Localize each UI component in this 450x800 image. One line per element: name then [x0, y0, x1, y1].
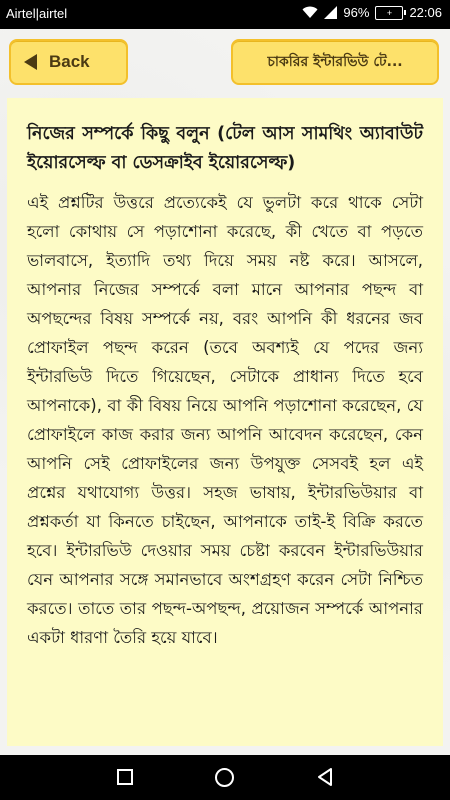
home-icon[interactable] [215, 768, 234, 787]
battery-percent: 96% [343, 5, 370, 20]
battery-icon [375, 6, 403, 20]
carrier-name: Airtel|airtel [6, 6, 68, 21]
status-indicators [302, 5, 442, 20]
question-heading: নিজের সম্পর্কে কিছু বলুন (টেল আস সামথিং অ্যাবাউট ইয়োরসেল্ফ বা ডেসক্রাইব ইয়োরসেল্ফ) [27, 124, 423, 173]
nav-back-icon[interactable] [315, 767, 335, 791]
wifi-icon [302, 6, 318, 19]
page-title: চাকরির ইন্টারভিউ টে... [267, 54, 403, 70]
battery-charging-mark: + [386, 7, 393, 18]
answer-text: এই প্রশ্নটির উত্তরে প্রত্যেকেই যে ভুলটা করে থাকে সেটা হলো কোথায় সে পড়াশোনা করেছে, কী খেতে বা পড়তে ভালবাসে, ইত্যাদি তথ্য দিয়ে সময় নষ্ট করে। আসলে, আপনার নিজের সম্পর্কে বলা মানে আপনার পছন্দ বা অপছন্দের বিষয় সম্পর্কে নয়, বরং আপনি কী ধরনের জব প্রোফাইল পছন্দ করেন (তবে অবশ্যই যে পদের জন্য ইন্টারভিউ দিতে গিয়েছেন, সেটাকে প্রাধান্য দিতে হবে আপনাকে), বা কী বিষয় নিয়ে আপনি পড়াশোনা করেছেন, যে প্রোফাইলে কাজ করার জন্য আপনি আবেদন করেছেন, কেন আপনি সেই প্রোফাইলের জন্য উপযুক্ত সেসবই হল এই প্রশ্নের যথাযোগ্য উত্তর। সহজ ভাষায়, ইন্টারভিউয়ার বা প্রশ্নকর্তা যা কিনতে চাইছেন, আপনাকে তাই-ই বিক্রি করতে হবে। ইন্টারভিউ দেওয়ার সময় চেষ্টা করবেন ইন্টারভিউয়ার যেন আপনার সঙ্গে সমানভাবে অংশগ্রহণ করেন সেটা নিশ্চিত করতে। তাতে তার পছন্দ-অপছন্দ, প্রয়োজন সম্পর্কে আপনার একটা ধারণা তৈরি হয়ে যাবে। [27, 193, 423, 647]
page-title-button[interactable] [231, 39, 439, 85]
status-bar [0, 0, 450, 29]
signal-icon [324, 6, 337, 19]
content-card [7, 98, 443, 746]
recent-apps-icon[interactable] [117, 769, 133, 785]
back-button-label: Back [49, 52, 90, 71]
clock: 22:06 [409, 5, 442, 20]
navigation-bar [0, 755, 450, 800]
back-button[interactable] [9, 39, 128, 85]
back-arrow-icon [24, 54, 37, 70]
